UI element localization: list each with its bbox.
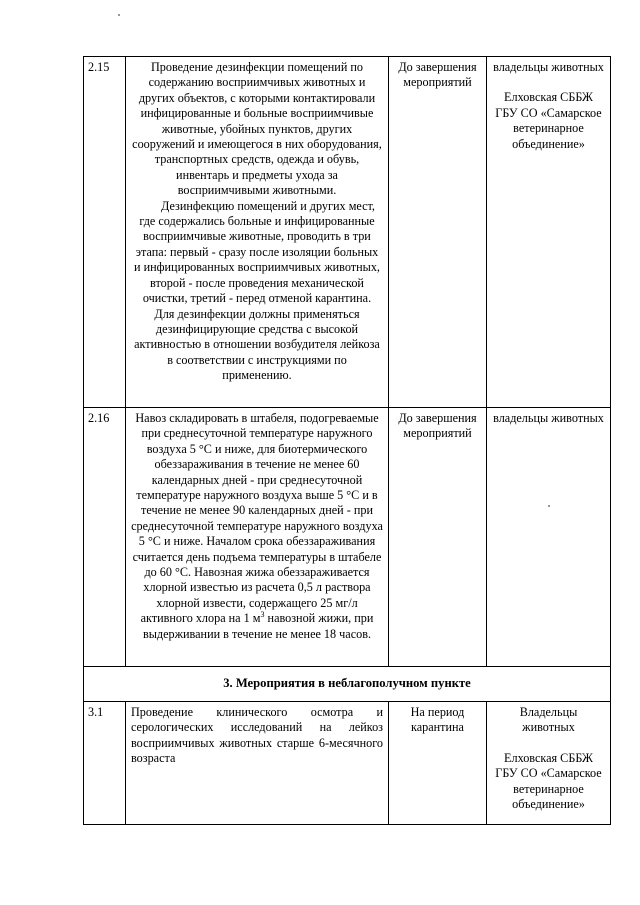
row-number: 3.1 [84, 702, 126, 825]
responsible-owners: Владельцы животных [519, 705, 578, 735]
measure-text: Навоз складировать в штабеля, подогреваемые при среднесуточной температуре наружного воздуха 5 °С и ниже, для биотермического обеззараживания в течение не менее 60 календарных дней - при среднесуточной температуре наружного воздуха выше 5 °С и в течение не менее 90 календарных дней - при среднесуточной температуре наружного воздуха 5 °С и ниже. Началом срока обеззараживания считается день подъема температуры в штабеле до 60 °С. Навозная жижа обеззараживается хлорной известью из расчета 0,5 л раствора хлорной извести, содержащего 25 мг/л активного хлора на 1 м [131, 411, 383, 626]
measure-term: До завершения мероприятий [389, 408, 487, 667]
measure-responsible [487, 57, 611, 408]
section-title: 3. Мероприятия в неблагополучном пункте [84, 667, 611, 702]
scan-speck [548, 505, 550, 507]
measure-paragraph: Проведение дезинфекции помещений по содержанию восприимчивых животных и других объектов, с которыми контактировали инфицированные и больные восприимчивые животные, убойных пунктов, других сооружений и имеющегося в них оборудования, транспортных средств, одежда и обувь, инвентарь и предметы ухода за восприимчивыми животными. [132, 60, 382, 198]
measure-description [126, 57, 389, 408]
responsible-organization: Елховская СББЖ ГБУ СО «Самарское ветеринарное объединение» [495, 750, 602, 812]
measure-term: До завершения мероприятий [389, 57, 487, 408]
row-number: 2.15 [84, 57, 126, 408]
responsible-organization: Елховская СББЖ ГБУ СО «Самарское ветеринарное объединение» [495, 90, 602, 151]
responsible-owners: владельцы животных [493, 60, 604, 74]
table-row [84, 702, 611, 825]
table-row [84, 57, 611, 408]
measure-description [126, 408, 389, 667]
measure-text-superscript: 3 [260, 610, 265, 620]
measure-responsible: владельцы животных [487, 408, 611, 667]
measure-responsible [487, 702, 611, 825]
measures-table [83, 56, 611, 825]
scan-speck [118, 14, 120, 16]
table-row [84, 408, 611, 667]
measure-text-tail: навозной жижи, при выдерживании в течение не менее 18 часов. [142, 611, 374, 641]
measure-paragraph: Для дезинфекции должны применяться дезинфицирующие средства с высокой активностью в отношении возбудителя лейкоза в соответствии с инструкциями по применению. [134, 306, 380, 383]
row-number: 2.16 [84, 408, 126, 667]
section-heading-row [84, 667, 611, 702]
measure-paragraph: Дезинфекцию помещений и других мест, где содержались больные и инфицированные восприимчивые животные, проводить в три этапа: первый - сразу после изоляции больных и инфицированных восприимчивых животных, второй - после проведения механической очистки, третий - перед отменой карантина. [134, 198, 380, 306]
measure-term: На период карантина [389, 702, 487, 825]
measure-description: Проведение клинического осмотра и серологических исследований на лейкоз восприимчивых животных старше 6-месячного возраста [126, 702, 389, 825]
